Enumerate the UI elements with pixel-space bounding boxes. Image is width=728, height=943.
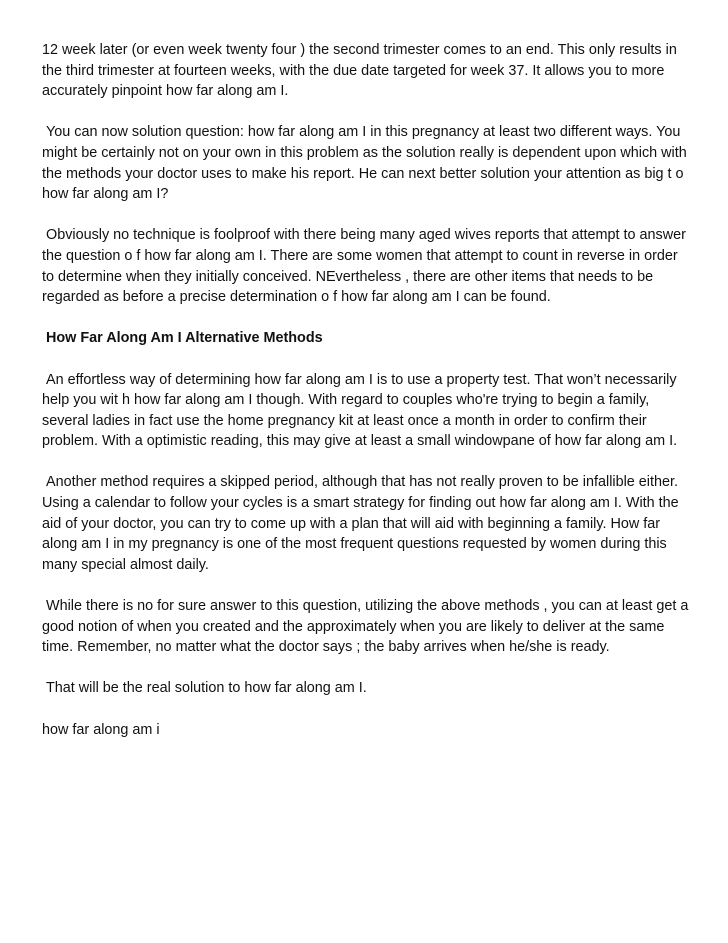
section-heading-alternative-methods: How Far Along Am I Alternative Methods (42, 330, 323, 347)
paragraph-solution-question: You can now solution question: how far along am I in this pregnancy at least two different ways. You might be certainly not on your own in this problem as the solution really is dependent upon which with the methods your doctor uses to make his report. He can next better solution your attention as big t o how far along am I? (42, 124, 691, 203)
paragraph-property-test: An effortless way of determining how far along am I is to use a property test. That won’t necessarily help you wit h how far along am I though. With regard to couples who're trying to begin a family, several ladies in fact use the home pregnancy kit at least once a month in order to confirm their problem. With a optimistic reading, this may give at least a small windowpane of how far along am I. (42, 371, 681, 450)
paragraph-skipped-period: Another method requires a skipped period, although that has not really proven to be infallible either. Using a calendar to follow your cycles is a smart strategy for finding out how far along am I. With the aid of your doctor, you can try to come up with a plan that will aid with beginning a family. How far along am I in my pregnancy is one of the most frequent questions requested by women during this many special almost daily. (42, 474, 683, 573)
document-body (42, 40, 693, 761)
paragraph-no-sure-answer: While there is no for sure answer to this question, utilizing the above methods , you can at least get a good notion of when you created and the approximately when you are likely to deliver at the same time. Remember, no matter what the doctor says ; the baby arrives when he/she is ready. (42, 598, 693, 656)
paragraph-closing-keyword: how far along am i (42, 721, 160, 738)
paragraph-second-trimester: 12 week later (or even week twenty four ) the second trimester comes to an end. This only results in the third trimester at fourteen weeks, with the due date targeted for week 37. It allows you to more accurately pinpoint how far along am I. (42, 42, 681, 100)
paragraph-real-solution: That will be the real solution to how far along am I. (42, 680, 367, 697)
paragraph-no-technique-foolproof: Obviously no technique is foolproof with there being many aged wives reports that attempt to answer the question o f how far along am I. There are some women that attempt to count in reverse in order to determine when they initially conceived. NEvertheless , there are other items that needs to be regarded as before a precise determination o f how far along am I can be found. (42, 227, 690, 306)
